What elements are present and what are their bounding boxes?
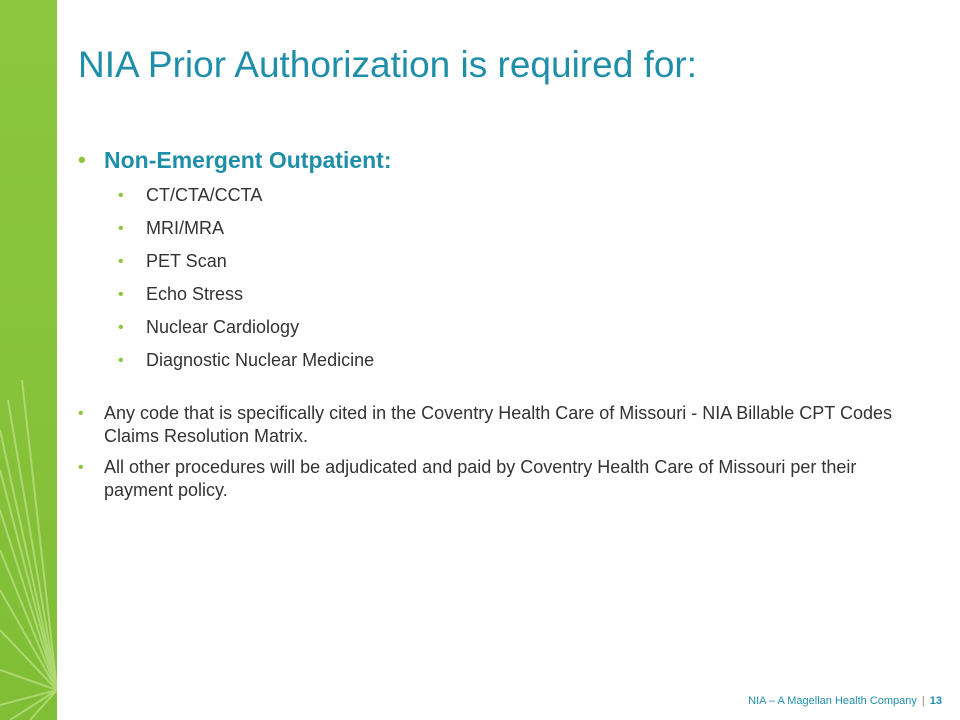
- list-item-text: MRI/MRA: [146, 218, 224, 238]
- procedure-sublist: [78, 182, 938, 380]
- bullet-dot-icon: •: [118, 253, 124, 270]
- list-item-text: Nuclear Cardiology: [146, 317, 300, 337]
- list-item: [78, 456, 914, 502]
- list-item: [118, 314, 938, 347]
- page-number: 13: [929, 695, 942, 707]
- footer-separator: |: [921, 695, 925, 707]
- main-heading-text: Non-Emergent Outpatient:: [104, 147, 392, 173]
- list-item: [118, 215, 938, 248]
- bullet-dot-icon: •: [78, 459, 84, 476]
- slide-content: [78, 142, 938, 510]
- slide-title: NIA Prior Authorization is required for:: [78, 44, 698, 85]
- list-item: [118, 347, 938, 380]
- list-item: [118, 182, 938, 215]
- list-item: [118, 281, 938, 314]
- footer-company: NIA – A Magellan Health Company: [748, 695, 917, 707]
- main-bullet-heading: [78, 142, 938, 182]
- bullet-dot-icon: •: [118, 286, 124, 303]
- list-item-text: Diagnostic Nuclear Medicine: [146, 350, 375, 370]
- decorative-sidebar: [0, 0, 57, 720]
- list-item-text: All other procedures will be adjudicated and paid by Coventry Health Care of Missouri per their payment policy.: [104, 457, 857, 500]
- bullet-dot-icon: •: [118, 187, 124, 204]
- bullet-dot-icon: •: [78, 147, 86, 172]
- list-item: [118, 248, 938, 281]
- bullet-dot-icon: •: [118, 352, 124, 369]
- list-item-text: Any code that is specifically cited in the Coventry Health Care of Missouri - NIA Billable CPT Codes Claims Resolution Matrix.: [104, 403, 893, 446]
- bullet-dot-icon: •: [118, 220, 124, 237]
- list-item-text: CT/CTA/CCTA: [146, 185, 263, 205]
- body-bullet-list: [78, 402, 938, 502]
- slide-footer: [748, 695, 942, 707]
- bullet-dot-icon: •: [118, 319, 124, 336]
- list-item-text: Echo Stress: [146, 284, 244, 304]
- bullet-dot-icon: •: [78, 405, 84, 422]
- list-item: [78, 402, 914, 448]
- list-item-text: PET Scan: [146, 251, 227, 271]
- palm-leaf-graphic: [0, 0, 57, 720]
